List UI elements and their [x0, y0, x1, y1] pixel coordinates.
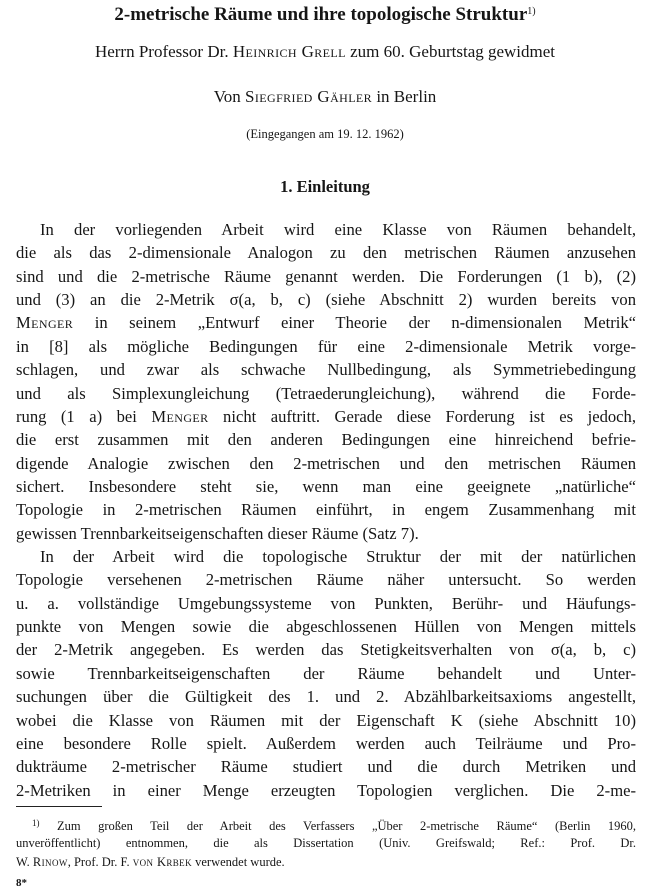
text-line: der 2-Metrik angegeben. Es werden das Stetigkeitsverhalten von σ(a, b, c): [16, 640, 636, 660]
text-line: In der Arbeit wird die topologische Struktur der mit der natürlichen: [40, 547, 636, 567]
text-line: digende Analogie zwischen den 2-metrischen und den metrischen Räumen: [16, 453, 636, 473]
text-line: schlagen, und zwar als schwache Nullbedingung, als Symmetriebedingung: [16, 360, 636, 380]
text-line: wobei die Klasse von Räumen mit der Eigenschaft K (siehe Abschnitt 10): [16, 710, 636, 730]
text-line: 2-Metriken in einer Menge erzeugten Topologien verglichen. Die 2-me-: [16, 780, 636, 800]
text-line: u. a. vollständige Umgebungssysteme von Punkten, Berühr- und Häufungs-: [16, 593, 636, 613]
text-line: punkte von Mengen sowie die abgeschlossenen Hüllen von Mengen mittels: [16, 617, 636, 637]
text-fragment: rung (1 a) bei: [16, 406, 137, 426]
footnote-fragment: W.: [16, 855, 30, 869]
text-line: und (3) an die 2-Metrik σ(a, b, c) (siehe Abschnitt 2) wurden bereits von: [16, 290, 636, 310]
section-heading: 1. Einleitung: [280, 177, 370, 196]
text-line: und als Simplexungleichung (Tetraederungleichung), während die Forde-: [16, 383, 636, 403]
text-line: in [8] als mögliche Bedingungen für eine 2-dimensionale Metrik vorge-: [16, 336, 636, 356]
text-line: [16, 405, 636, 428]
text-line: suchungen über die Gültigkeit des 1. und 2. Abzählbarkeitsaxioms angestellt,: [16, 687, 636, 707]
text-line: Topologie versehenen 2-metrischen Räume näher untersucht. So werden: [16, 570, 636, 590]
dedication-suffix: zum 60. Geburtstag gewidmet: [350, 42, 556, 61]
dedication-prefix: Herrn Professor Dr.: [94, 42, 229, 61]
footnote-mark: 1): [32, 818, 40, 828]
footnote: [16, 814, 636, 873]
author-place: in Berlin: [376, 87, 437, 106]
text-line: die als das 2-dimensionale Analogon zu den metrischen Räumen anzusehen: [16, 243, 636, 263]
page-signature-mark: 8*: [16, 877, 27, 889]
name-rinow: Rinow: [32, 855, 68, 869]
text-line: sind und die 2-metrische Räume genannt werden. Die Forderungen (1 b), (2): [16, 266, 636, 286]
text-line: sowie Trennbarkeitseigenschaften der Räume behandelt und Unter-: [16, 663, 636, 683]
body-text: [16, 218, 636, 802]
title-footnote-mark: 1): [527, 6, 536, 17]
text-line: dukträume 2-metrischer Räume studiert und die durch Metriken und: [16, 757, 636, 777]
footnote-rule: [16, 806, 102, 807]
footnote-fragment: , Prof. Dr. F.: [67, 855, 130, 869]
footnote-line: unveröffentlicht) entnommen, die als Dissertation (Univ. Greifswald; Ref.: Prof. Dr.: [16, 835, 636, 850]
article-title-text: 2-metrische Räume und ihre topologische Struktur: [114, 4, 528, 25]
text-line: die erst zusammen mit den anderen Bedingungen eine hinreichend befrie-: [16, 430, 636, 450]
article-title: [0, 0, 650, 27]
text-fragment: nicht auftritt. Gerade diese Forderung ist es jedoch,: [223, 406, 636, 426]
name-menger: Menger: [16, 313, 74, 333]
author-line: [0, 86, 650, 108]
footnote-fragment: Zum großen Teil der Arbeit des Verfassers „Über 2-metrische Räume“ (Berlin 1960,: [57, 819, 636, 833]
name-menger: Menger: [151, 406, 209, 426]
text-line: sichert. Insbesondere steht sie, wenn man eine geeignete „natürliche“: [16, 476, 636, 496]
text-line: eine besondere Rolle spielt. Außerdem werden auch Teilräume und Pro-: [16, 733, 636, 753]
author-name: Siegfried Gähler: [245, 87, 373, 106]
text-line: gewissen Trennbarkeitseigenschaften dieser Räume (Satz 7).: [16, 523, 419, 543]
name-krbek: von Krbek: [132, 855, 192, 869]
author-by: Von: [213, 87, 241, 106]
text-fragment: in seinem „Entwurf einer Theorie der n-dimensionalen Metrik“: [94, 313, 636, 333]
footnote-fragment: verwendet wurde.: [195, 855, 285, 869]
footnote-line: [16, 814, 636, 834]
text-line: In der vorliegenden Arbeit wird eine Klasse von Räumen behandelt,: [40, 220, 636, 239]
text-line: Topologie in 2-metrischen Räumen einführt, in engem Zusammenhang mit: [16, 500, 636, 520]
dedication-name: Heinrich Grell: [232, 42, 346, 61]
footnote-line: [16, 853, 636, 873]
received-date: (Eingegangen am 19. 12. 1962): [246, 127, 404, 141]
dedication: [0, 41, 650, 63]
text-line: [16, 311, 636, 334]
